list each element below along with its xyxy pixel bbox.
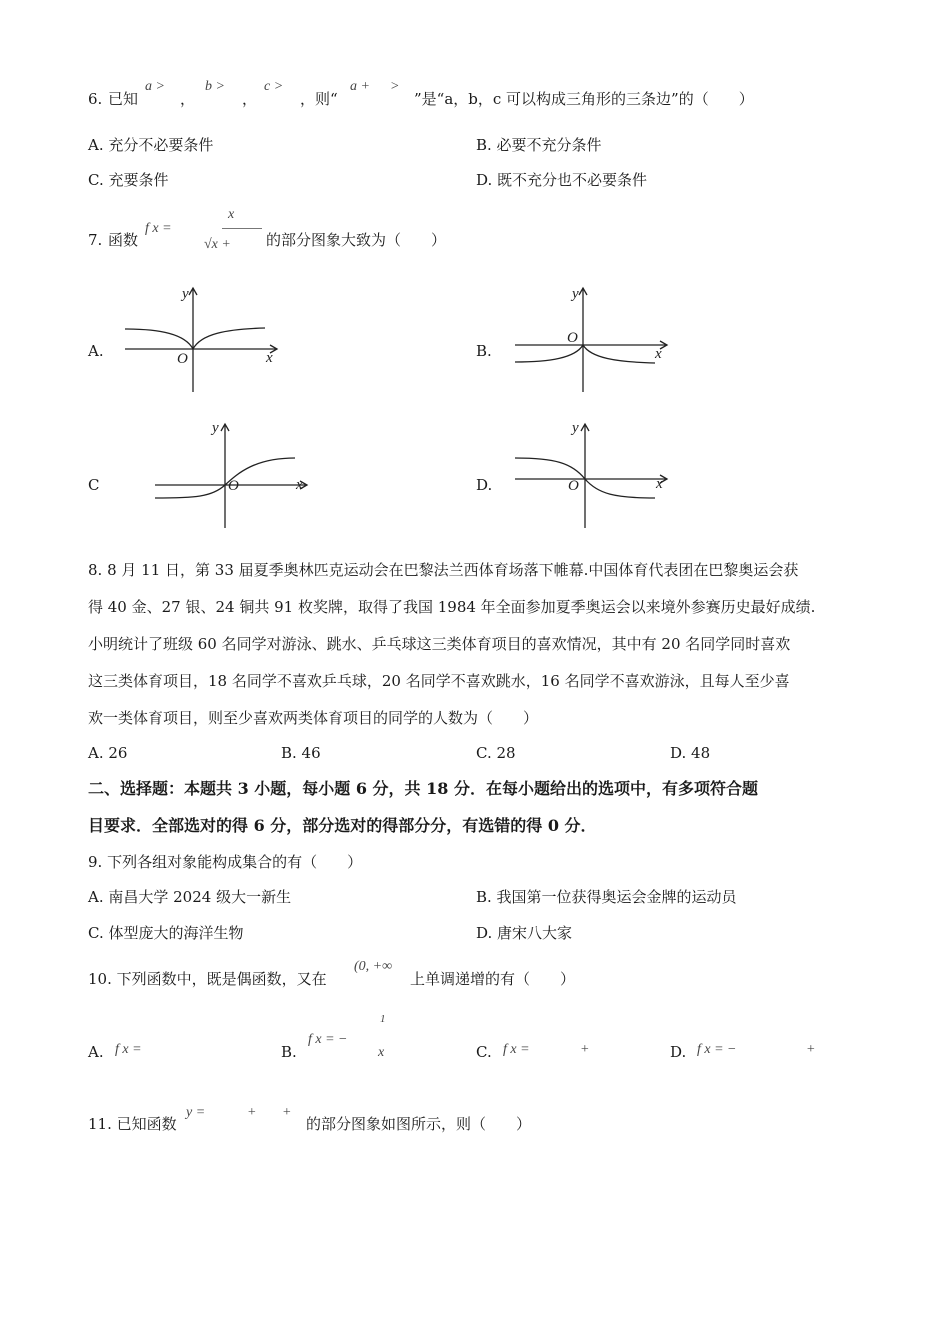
q8-option-d[interactable]: D. 48: [670, 744, 711, 762]
y-label: y: [572, 286, 579, 302]
q9-stem: 9. 下列各组对象能构成集合的有（ ）: [88, 853, 363, 871]
x-label: x: [296, 477, 303, 493]
q6-option-c[interactable]: C. 充要条件: [88, 171, 169, 189]
q9-option-d[interactable]: D. 唐宋八大家: [476, 924, 573, 942]
q8-stem-line-4: 这三类体育项目，18 名同学不喜欢乒乓球，20 名同学不喜欢跳水，16 名同学不喜欢游泳，且每人至少喜: [88, 672, 790, 690]
x-label: x: [266, 350, 273, 366]
q7-option-b-label[interactable]: B.: [476, 342, 492, 360]
q10-option-d-formula[interactable]: f x = −: [697, 1042, 737, 1057]
q7-fraction-bar: [222, 228, 262, 229]
q11-prefix: 11. 已知函数: [88, 1115, 177, 1133]
q10-option-b-formula[interactable]: f x = −: [308, 1032, 348, 1047]
q6-comma-1: ，: [180, 90, 196, 108]
q10-option-c-formula[interactable]: f x =: [503, 1042, 530, 1057]
y-label: y: [212, 420, 219, 436]
q7-graph-c[interactable]: [150, 418, 320, 530]
q10-prefix: 10. 下列函数中，既是偶函数，又在: [88, 970, 327, 988]
section-2-instructions-line-2: 目要求．全部选对的得 6 分，部分选对的得部分分，有选错的得 0 分．: [88, 816, 597, 835]
q8-stem-line-3: 小明统计了班级 60 名同学对游泳、跳水、乒乓球这三类体育项目的喜欢情况，其中有 20 名同学同时喜欢: [88, 635, 791, 653]
q6-suffix: ”是“a，b，c 可以构成三角形的三条边”的（ ）: [414, 90, 754, 108]
y-label: y: [182, 286, 189, 302]
q6-number: 6.: [88, 90, 103, 108]
q10-option-c-plus: +: [580, 1042, 590, 1057]
curve: [515, 345, 655, 363]
q9-option-c[interactable]: C. 体型庞大的海洋生物: [88, 924, 244, 942]
q6-prefix: 已知: [108, 90, 139, 108]
origin-label: O: [567, 330, 578, 346]
x-label: x: [656, 476, 663, 492]
origin-label: O: [177, 351, 188, 367]
q7-option-a-label[interactable]: A.: [88, 342, 104, 360]
q7-fraction-denominator: √x +: [204, 237, 231, 252]
q10-option-d-plus: +: [806, 1042, 816, 1057]
q7-graph-a[interactable]: [120, 282, 290, 394]
q9-option-a[interactable]: A. 南昌大学 2024 级大一新生: [88, 888, 292, 906]
q6-option-b[interactable]: B. 必要不充分条件: [476, 136, 602, 154]
q6-cond-sum-gt: >: [390, 79, 400, 94]
q10-option-b-numerator: 1: [380, 1013, 386, 1025]
q7-option-c-label[interactable]: C: [88, 476, 100, 494]
q8-stem-line-2: 得 40 金、27 银、24 铜共 91 枚奖牌，取得了我国 1984 年全面参加夏季奥运会以来境外参赛历史最好成绩.: [88, 598, 816, 616]
y-label: y: [572, 420, 579, 436]
q10-option-b-denominator: x: [378, 1045, 385, 1060]
q6-cond-a: a >: [145, 79, 165, 94]
q7-fraction-numerator: x: [228, 207, 235, 222]
section-2-instructions-line-1: 二、选择题：本题共 3 小题，每小题 6 分，共 18 分．在每小题给出的选项中，有多项符合题: [88, 779, 758, 798]
q11-suffix: 的部分图象如图所示，则（ ）: [306, 1115, 532, 1133]
q8-option-b[interactable]: B. 46: [281, 744, 321, 762]
curve: [125, 328, 265, 349]
q8-stem-line-5: 欢一类体育项目，则至少喜欢两类体育项目的同学的人数为（ ）: [88, 709, 539, 727]
q6-cond-c: c >: [264, 79, 284, 94]
q6-then: ，则“: [300, 90, 338, 108]
q7-suffix: 的部分图象大致为（ ）: [266, 231, 447, 249]
q11-formula-plus-1: +: [247, 1105, 257, 1120]
q10-option-d-label[interactable]: D.: [670, 1043, 687, 1061]
q11-formula-lhs: y =: [186, 1105, 206, 1120]
q10-option-c-label[interactable]: C.: [476, 1043, 492, 1061]
q9-option-b[interactable]: B. 我国第一位获得奥运会金牌的运动员: [476, 888, 737, 906]
q6-option-a[interactable]: A. 充分不必要条件: [88, 136, 214, 154]
q7-graph-d[interactable]: [510, 418, 680, 530]
q7-number: 7.: [88, 231, 103, 249]
q7-function-lhs: f x =: [145, 221, 172, 236]
q6-cond-b: b >: [205, 79, 225, 94]
q10-option-a-label[interactable]: A.: [88, 1043, 104, 1061]
q10-interval: (0, +∞: [354, 959, 393, 974]
origin-label: O: [228, 478, 239, 494]
q10-option-b-label[interactable]: B.: [281, 1043, 297, 1061]
q10-suffix: 上单调递增的有（ ）: [410, 970, 576, 988]
q7-prefix: 函数: [108, 231, 139, 249]
q11-formula-plus-2: +: [282, 1105, 292, 1120]
q8-option-a[interactable]: A. 26: [88, 744, 128, 762]
origin-label: O: [568, 478, 579, 494]
x-label: x: [655, 346, 662, 362]
q7-option-d-label[interactable]: D.: [476, 476, 493, 494]
q6-option-d[interactable]: D. 既不充分也不必要条件: [476, 171, 648, 189]
q7-graph-b[interactable]: [510, 282, 680, 394]
q6-cond-sum: a +: [350, 79, 370, 94]
q6-comma-2: ，: [242, 90, 258, 108]
q8-option-c[interactable]: C. 28: [476, 744, 516, 762]
q8-stem-line-1: 8. 8 月 11 日，第 33 届夏季奥林匹克运动会在巴黎法兰西体育场落下帷幕.中国体育代表团在巴黎奥运会获: [88, 561, 799, 579]
q10-option-a-formula[interactable]: f x =: [115, 1042, 142, 1057]
